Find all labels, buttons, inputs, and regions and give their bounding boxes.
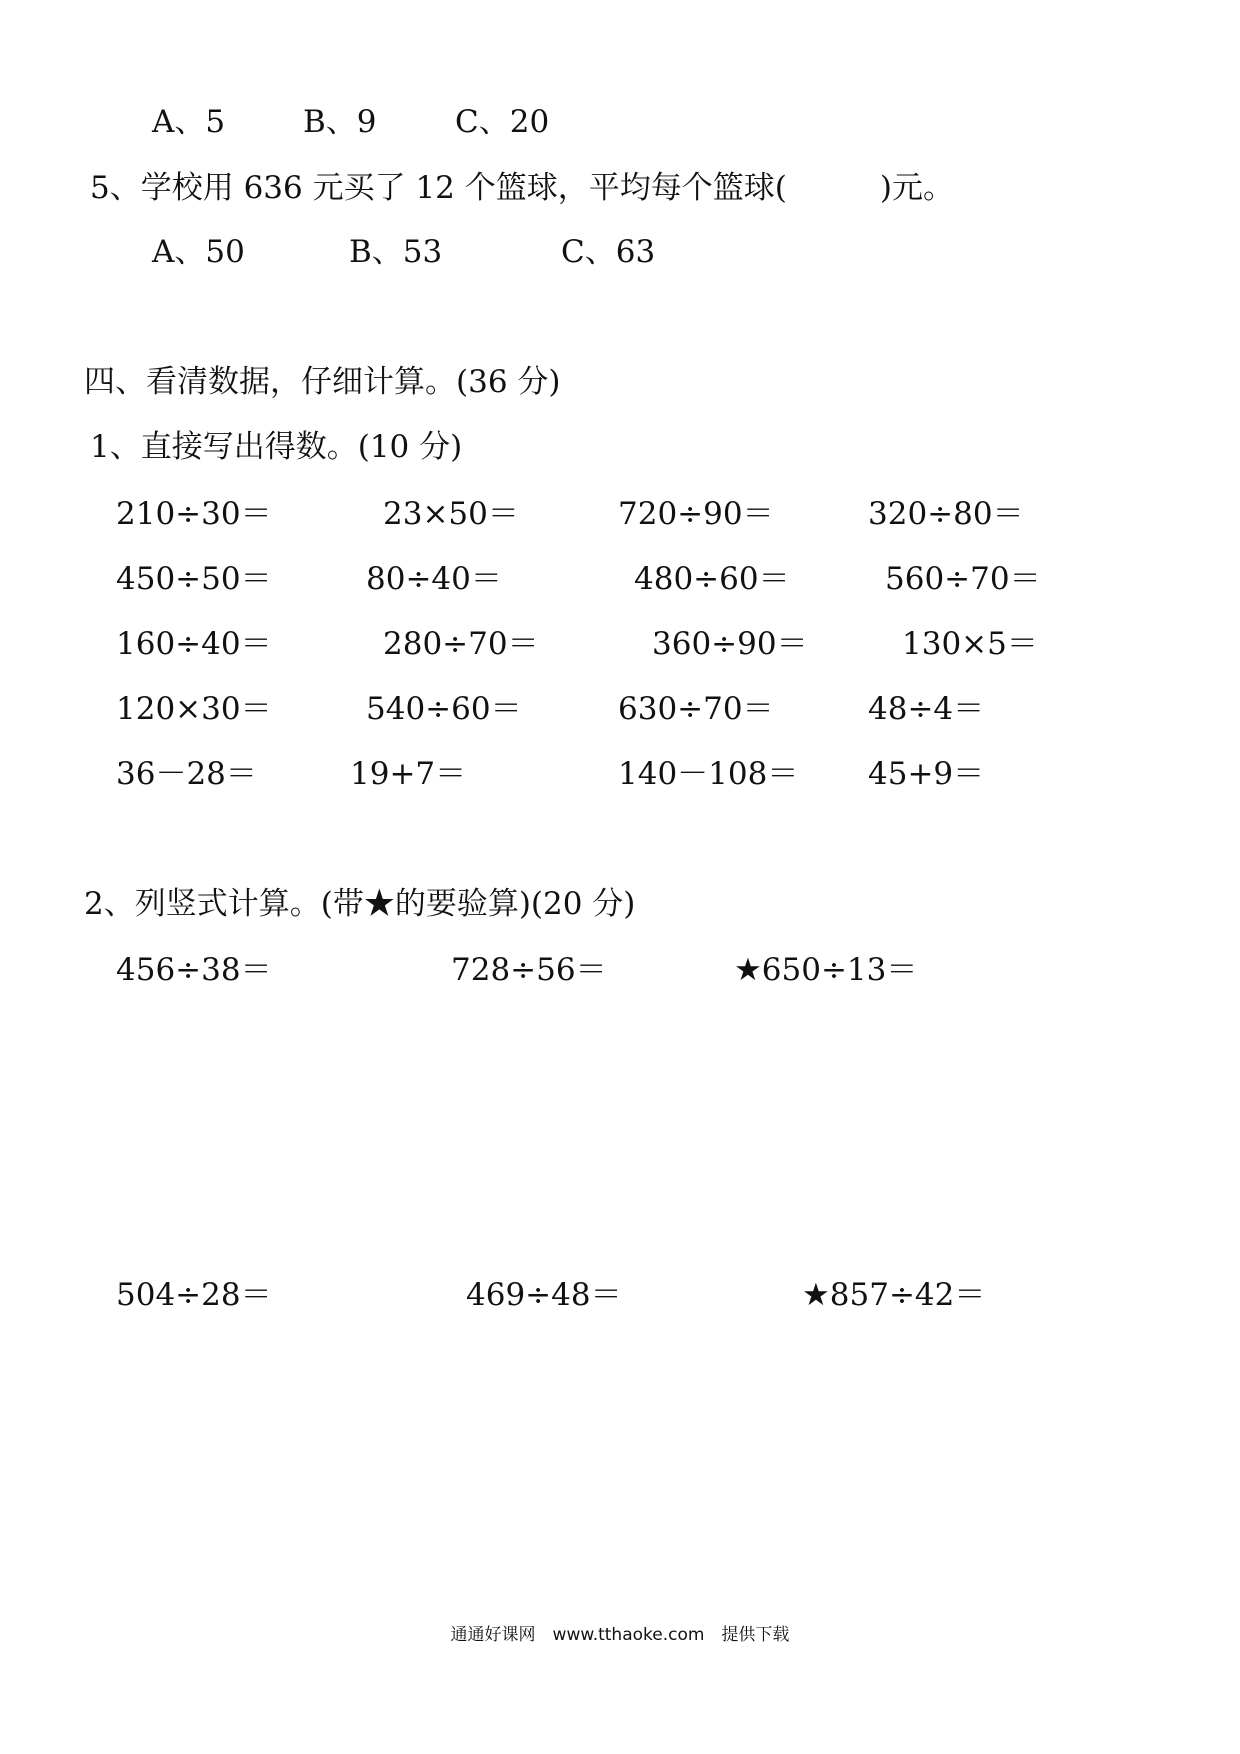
mental-math-item: 48÷4＝ (868, 691, 985, 727)
mental-math-item: 160÷40＝ (116, 626, 272, 662)
mental-math-item: 630÷70＝ (618, 691, 774, 727)
q4-option-a: A、5 (152, 104, 226, 140)
long-division-item: 469÷48＝ (466, 1277, 622, 1313)
footer-credit: 通通好课网 www.tthaoke.com 提供下载 (450, 1625, 790, 1645)
mental-math-item: 130×5＝ (902, 626, 1038, 662)
mental-math-item: 320÷80＝ (868, 496, 1024, 532)
q5-option-b: B、53 (349, 234, 443, 270)
part1-title: 1、直接写出得数。(10 分) (90, 429, 463, 465)
long-division-item: 456÷38＝ (116, 952, 272, 988)
mental-math-item: 120×30＝ (116, 691, 272, 727)
mental-math-item: 280÷70＝ (383, 626, 539, 662)
mental-math-item: 140－108＝ (618, 756, 799, 792)
q5-question: 5、学校用 636 元买了 12 个篮球，平均每个篮球( )元。 (90, 170, 954, 206)
q5-option-c: C、63 (561, 234, 656, 270)
mental-math-item: 36－28＝ (116, 756, 257, 792)
mental-math-item: 80÷40＝ (366, 561, 502, 597)
section4-title: 四、看清数据，仔细计算。(36 分) (84, 364, 561, 400)
mental-math-item: 360÷90＝ (652, 626, 808, 662)
mental-math-item: 480÷60＝ (634, 561, 790, 597)
long-division-item: ★857÷42＝ (802, 1277, 986, 1313)
q5-option-a: A、50 (152, 234, 245, 270)
long-division-item: 728÷56＝ (451, 952, 607, 988)
q4-option-b: B、9 (303, 104, 377, 140)
mental-math-item: 210÷30＝ (116, 496, 272, 532)
mental-math-item: 720÷90＝ (618, 496, 774, 532)
mental-math-item: 23×50＝ (383, 496, 519, 532)
part2-title: 2、列竖式计算。(带★的要验算)(20 分) (84, 886, 636, 922)
mental-math-item: 45+9＝ (868, 756, 985, 792)
mental-math-item: 560÷70＝ (885, 561, 1041, 597)
long-division-item: ★650÷13＝ (734, 952, 918, 988)
mental-math-item: 540÷60＝ (366, 691, 522, 727)
mental-math-item: 450÷50＝ (116, 561, 272, 597)
q4-option-c: C、20 (455, 104, 550, 140)
long-division-item: 504÷28＝ (116, 1277, 272, 1313)
mental-math-item: 19+7＝ (350, 756, 467, 792)
